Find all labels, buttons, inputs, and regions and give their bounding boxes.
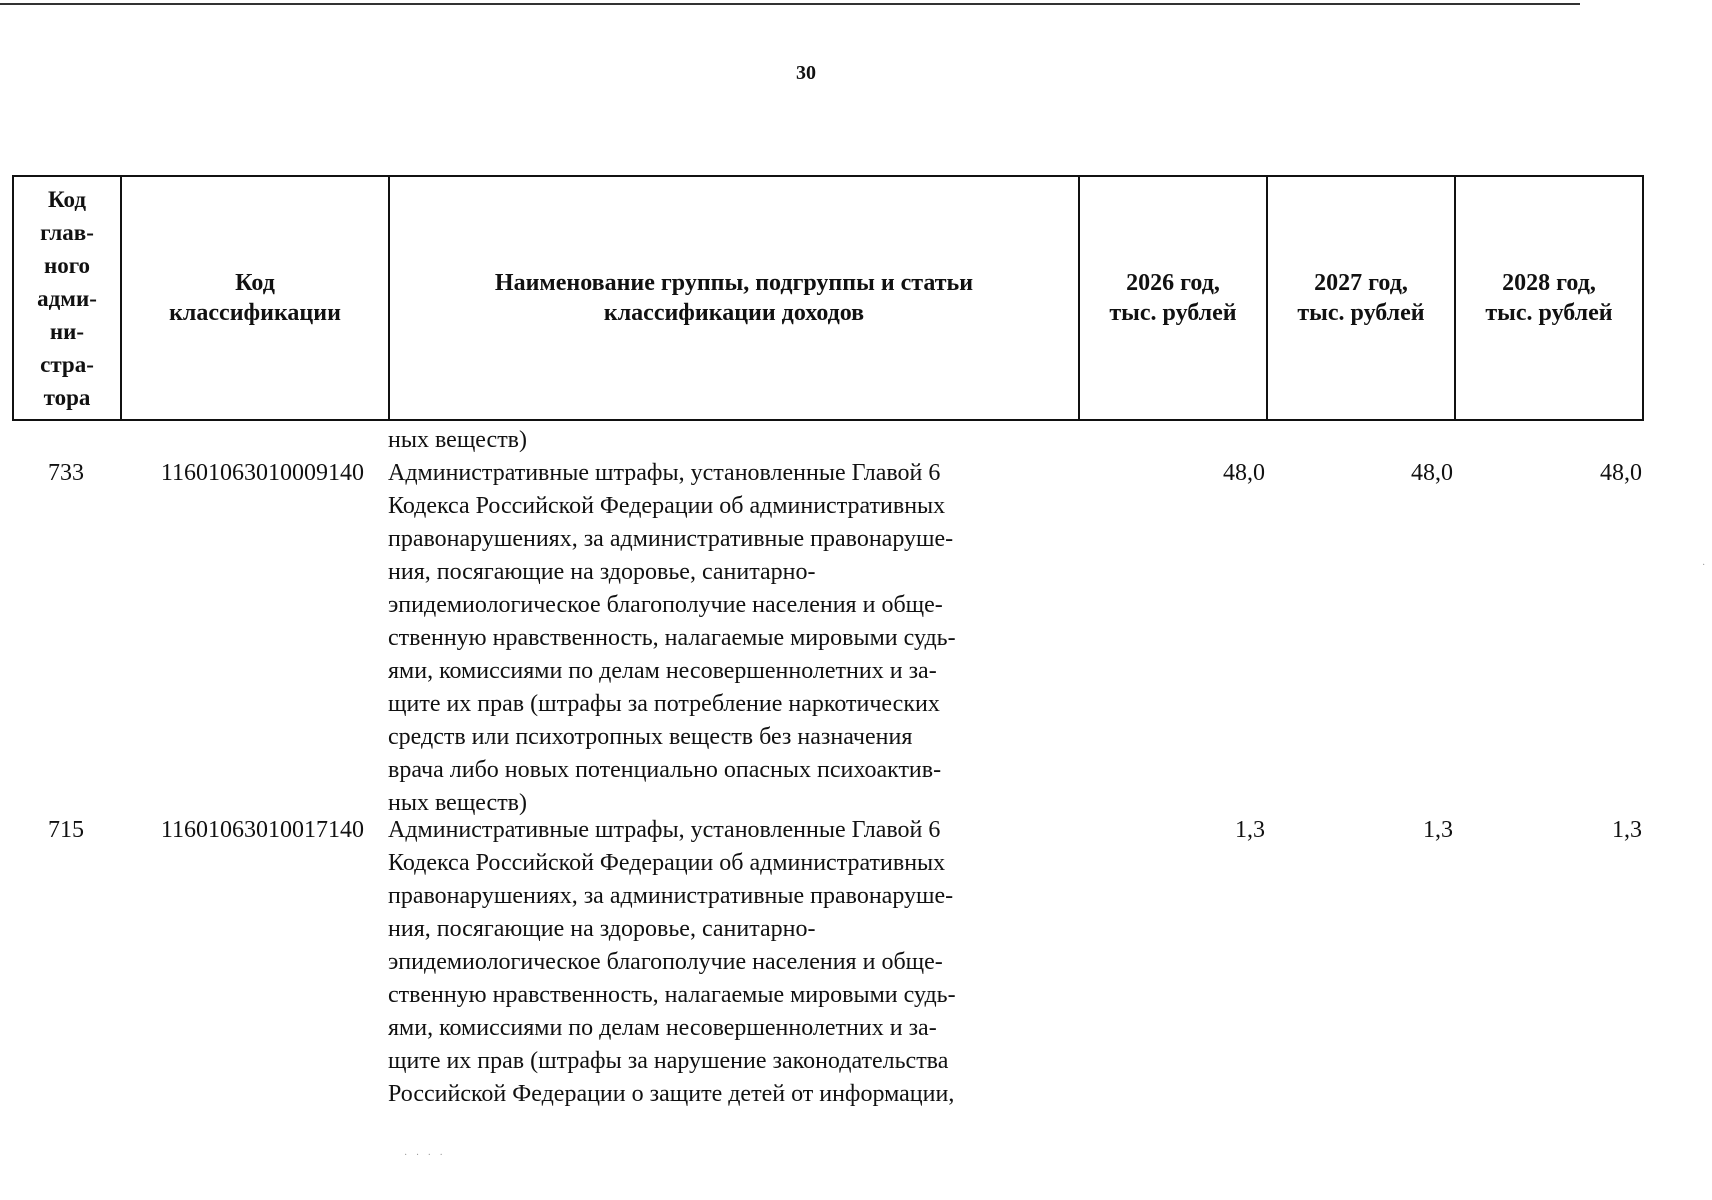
page-number: 30 — [796, 62, 816, 84]
description-cell — [388, 814, 1078, 1111]
header-classification-code-line: классификации — [169, 300, 341, 326]
header-year-2026-line: 2026 год, — [1126, 270, 1220, 296]
header-year-2028-line: 2028 год, — [1502, 270, 1596, 296]
header-year-2027-line: тыс. рублей — [1297, 300, 1425, 326]
description-line: ственную нравственность, налагаемые мировыми судь- — [388, 625, 956, 651]
header-admin-code-line: адми- — [37, 285, 97, 311]
value-2027-cell: 1,3 — [1423, 817, 1453, 843]
description-line: щите их прав (штрафы за нарушение законодательства — [388, 1048, 949, 1074]
header-admin-code-line: тора — [43, 384, 91, 410]
header-admin-code — [13, 176, 121, 420]
header-classification-code-line: Код — [235, 270, 275, 296]
description-line: Кодекса Российской Федерации об административных — [388, 493, 946, 519]
description-line: ями, комиссиями по делам несовершеннолетних и за- — [388, 658, 937, 684]
header-admin-code-line: ни- — [49, 318, 85, 344]
value-2026-cell: 48,0 — [1223, 460, 1265, 486]
header-year-2027 — [1267, 176, 1455, 420]
description-line: правонарушениях, за административные правонаруше- — [388, 526, 954, 552]
admin-code-cell: 733 — [48, 460, 84, 486]
scan-artifact: · — [1702, 560, 1709, 571]
header-name — [389, 176, 1079, 420]
description-line: Административные штрафы, установленные Главой 6 — [388, 460, 941, 486]
description-line: ями, комиссиями по делам несовершеннолетних и за- — [388, 1015, 937, 1041]
description-line: ных веществ) — [388, 790, 528, 816]
header-year-2026-line: тыс. рублей — [1109, 300, 1237, 326]
scan-top-rule — [0, 3, 1580, 5]
description-line: ния, посягающие на здоровье, санитарно- — [388, 916, 816, 942]
description-line: врача либо новых потенциально опасных психоактив- — [388, 757, 942, 783]
header-year-2026 — [1079, 176, 1267, 420]
classification-code-cell: 11601063010009140 — [160, 460, 364, 486]
header-admin-code-line: Код — [47, 186, 86, 212]
header-name-line: классификации доходов — [603, 300, 865, 326]
value-2028-cell: 1,3 — [1612, 817, 1642, 843]
description-line: средств или психотропных веществ без назначения — [388, 724, 913, 750]
description-line: Кодекса Российской Федерации об административных — [388, 850, 946, 876]
description-line: щите их прав (штрафы за потребление наркотических — [388, 691, 940, 717]
description-line: Административные штрафы, установленные Главой 6 — [388, 817, 941, 843]
description-line: эпидемиологическое благополучие населения и обще- — [388, 949, 943, 975]
header-admin-code-line: ного — [43, 252, 91, 278]
continuation-text: ных веществ) — [388, 427, 528, 453]
header-name-line: Наименование группы, подгруппы и статьи — [494, 270, 974, 296]
header-admin-code-line: стра- — [40, 351, 94, 377]
value-2028-cell: 48,0 — [1600, 460, 1642, 486]
description-cell — [388, 457, 1078, 820]
scan-artifact: · · · · — [404, 1150, 446, 1161]
table-header — [12, 175, 1644, 421]
value-2026-cell: 1,3 — [1235, 817, 1265, 843]
value-2027-cell: 48,0 — [1411, 460, 1453, 486]
description-line: ния, посягающие на здоровье, санитарно- — [388, 559, 816, 585]
header-year-2028-line: тыс. рублей — [1485, 300, 1613, 326]
classification-code-cell: 11601063010017140 — [160, 817, 364, 843]
description-line: эпидемиологическое благополучие населения и обще- — [388, 592, 943, 618]
description-line: ственную нравственность, налагаемые мировыми судь- — [388, 982, 956, 1008]
header-year-2027-line: 2027 год, — [1314, 270, 1408, 296]
header-classification-code — [121, 176, 389, 420]
header-year-2028 — [1455, 176, 1643, 420]
description-line: Российской Федерации о защите детей от информации, — [388, 1081, 955, 1107]
admin-code-cell: 715 — [48, 817, 84, 843]
header-admin-code-line: глав- — [40, 219, 94, 245]
description-line: правонарушениях, за административные правонаруше- — [388, 883, 954, 909]
